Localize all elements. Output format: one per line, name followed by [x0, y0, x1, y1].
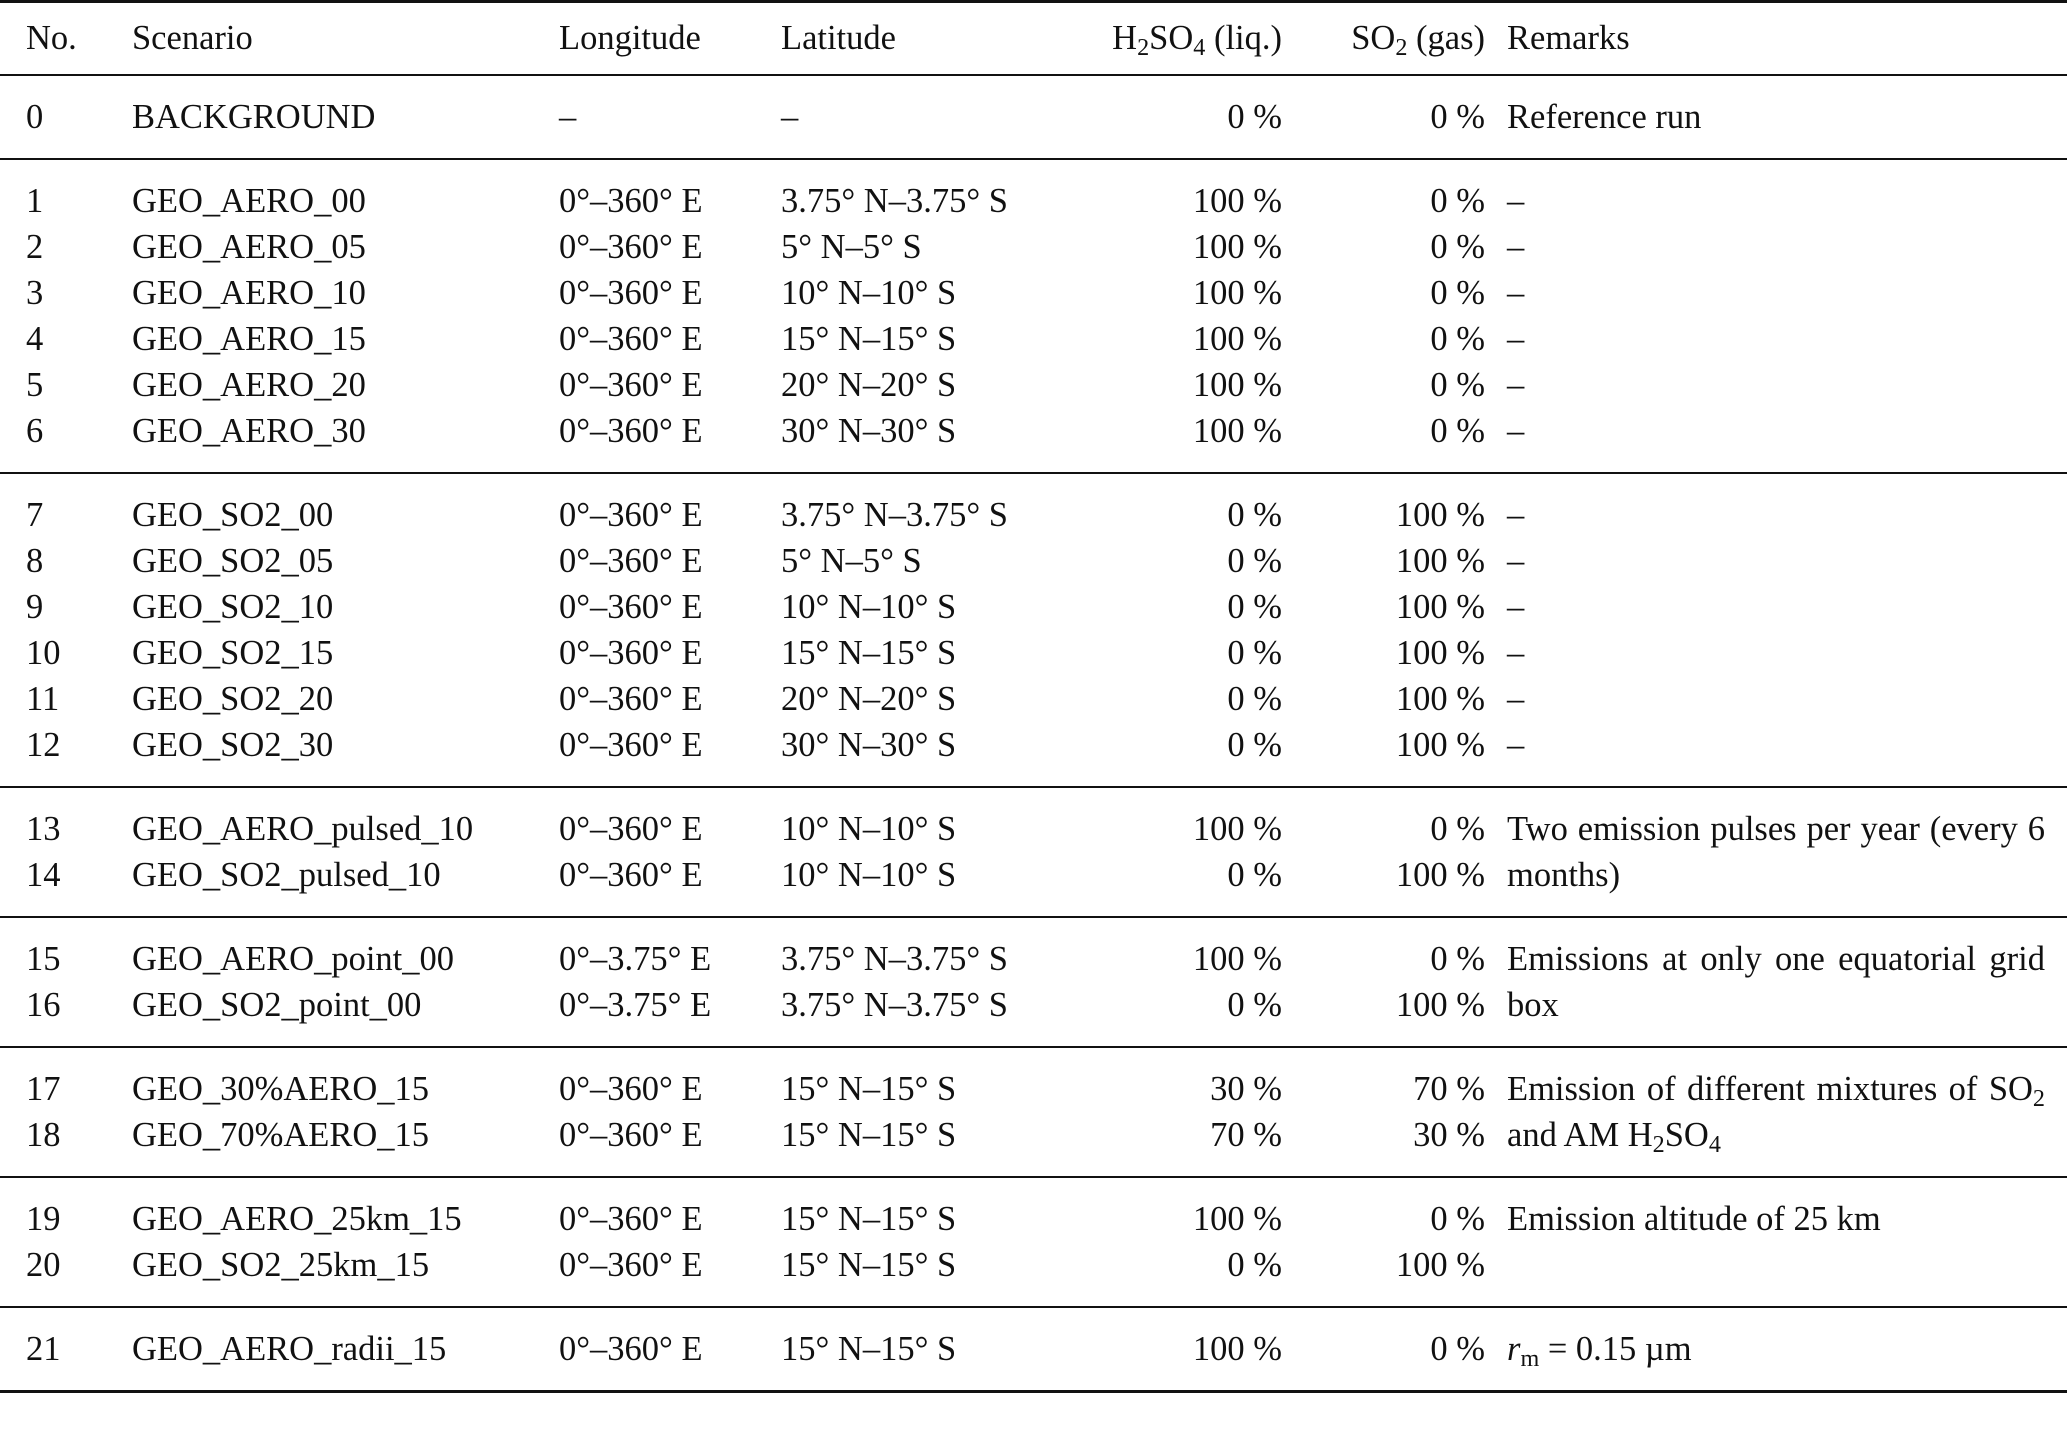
- cell-scenario: GEO_SO2_00: [132, 473, 559, 538]
- cell-so2: 0 %: [1430, 273, 1485, 312]
- table-body: [0, 75, 2067, 1392]
- cell-so2: 0 %: [1430, 97, 1485, 136]
- cell-h2so4: 0 %: [1227, 725, 1282, 764]
- cell-no: 16: [26, 985, 61, 1024]
- cell-no: 13: [0, 787, 132, 852]
- header-no: No.: [0, 2, 132, 75]
- cell-latitude: 30° N–30° S: [781, 725, 957, 764]
- cell-scenario: GEO_AERO_05: [132, 227, 366, 266]
- cell-scenario: GEO_AERO_20: [132, 365, 366, 404]
- cell-latitude: 5° N–5° S: [781, 541, 922, 580]
- cell-latitude: 3.75° N–3.75° S: [781, 985, 1008, 1024]
- cell-h2so4: 0 %: [1227, 633, 1282, 672]
- cell-h2so4: 100 %: [1067, 1177, 1294, 1242]
- table-row: [0, 316, 2067, 362]
- cell-longitude: 0°–360° E: [559, 365, 703, 404]
- cell-longitude: 0°–360° E: [559, 411, 703, 450]
- cell-latitude: 15° N–15° S: [781, 1115, 957, 1154]
- cell-so2: 0 %: [1294, 159, 1497, 224]
- cell-scenario: GEO_AERO_radii_15: [132, 1307, 559, 1392]
- cell-latitude: 20° N–20° S: [781, 365, 957, 404]
- cell-remarks: –: [1507, 679, 1525, 718]
- cell-scenario: GEO_AERO_30: [132, 411, 366, 450]
- remark-sub: 4: [1708, 1130, 1721, 1158]
- cell-no: 0: [26, 97, 44, 136]
- table-row: [0, 270, 2067, 316]
- cell-no: 11: [26, 679, 60, 718]
- cell-no: 6: [26, 411, 44, 450]
- cell-longitude: 0°–360° E: [559, 473, 781, 538]
- table-row: [0, 1242, 2067, 1307]
- cell-latitude: 10° N–10° S: [781, 787, 1067, 852]
- cell-longitude: 0°–360° E: [559, 679, 703, 718]
- cell-scenario: GEO_SO2_15: [132, 633, 334, 672]
- cell-h2so4: 100 %: [1192, 273, 1282, 312]
- header-h2so4-liq: (liq.): [1205, 19, 1282, 58]
- cell-h2so4: 100 %: [1067, 787, 1294, 852]
- cell-scenario: GEO_30%AERO_15: [132, 1047, 559, 1112]
- cell-longitude: 0°–360° E: [559, 787, 781, 852]
- table-row: [0, 722, 2067, 787]
- cell-h2so4: 100 %: [1067, 917, 1294, 982]
- cell-remarks: –: [1507, 365, 1525, 404]
- cell-remarks: –: [1507, 411, 1525, 450]
- cell-scenario: GEO_AERO_25km_15: [132, 1177, 559, 1242]
- cell-no: 8: [26, 541, 44, 580]
- cell-scenario: GEO_SO2_pulsed_10: [132, 855, 441, 894]
- cell-no: 4: [26, 319, 44, 358]
- cell-latitude: 15° N–15° S: [781, 1177, 1067, 1242]
- header-h2so4: [1067, 2, 1294, 75]
- cell-no: 20: [26, 1245, 61, 1284]
- cell-longitude: 0°–360° E: [559, 319, 703, 358]
- cell-remarks: –: [1507, 319, 1525, 358]
- cell-h2so4: 0 %: [1227, 855, 1282, 894]
- cell-so2: 0 %: [1294, 1177, 1497, 1242]
- cell-scenario: GEO_SO2_10: [132, 587, 334, 626]
- cell-no: 18: [26, 1115, 61, 1154]
- cell-so2: 0 %: [1430, 227, 1485, 266]
- cell-so2: 100 %: [1395, 1245, 1485, 1284]
- cell-h2so4: 100 %: [1067, 1307, 1294, 1392]
- cell-latitude: 10° N–10° S: [781, 273, 957, 312]
- cell-h2so4: 100 %: [1192, 319, 1282, 358]
- cell-scenario: GEO_SO2_05: [132, 541, 334, 580]
- cell-scenario: GEO_SO2_point_00: [132, 985, 422, 1024]
- cell-longitude: 0°–360° E: [559, 587, 703, 626]
- cell-so2: 0 %: [1430, 319, 1485, 358]
- cell-longitude: –: [559, 97, 577, 136]
- cell-no: 1: [0, 159, 132, 224]
- cell-no: 21: [0, 1307, 132, 1392]
- cell-longitude: 0°–360° E: [559, 725, 703, 764]
- cell-latitude: 5° N–5° S: [781, 227, 922, 266]
- cell-h2so4: 0 %: [1067, 473, 1294, 538]
- header-remarks: Remarks: [1497, 2, 2067, 75]
- table-row: [0, 1177, 2067, 1242]
- cell-remarks: [1497, 1307, 2067, 1392]
- cell-so2: 0 %: [1294, 917, 1497, 982]
- cell-latitude: 3.75° N–3.75° S: [781, 159, 1067, 224]
- table-row: [0, 408, 2067, 473]
- cell-no: 2: [26, 227, 44, 266]
- cell-remarks: –: [1507, 541, 1525, 580]
- cell-so2: 30 %: [1413, 1115, 1485, 1154]
- cell-h2so4: 100 %: [1192, 365, 1282, 404]
- table-row: [0, 917, 2067, 982]
- remark-text: Emission of different mixtures of SO: [1507, 1069, 2033, 1108]
- cell-h2so4: 0 %: [1227, 587, 1282, 626]
- cell-so2: 0 %: [1430, 365, 1485, 404]
- cell-so2: 100 %: [1395, 679, 1485, 718]
- cell-so2: 100 %: [1395, 725, 1485, 764]
- table-row: [0, 362, 2067, 408]
- header-so2-so: SO: [1351, 19, 1396, 58]
- cell-no: 3: [26, 273, 44, 312]
- remark-text: SO: [1664, 1115, 1709, 1154]
- cell-no: 19: [0, 1177, 132, 1242]
- table-row: [0, 584, 2067, 630]
- cell-scenario: GEO_AERO_15: [132, 319, 366, 358]
- cell-no: 15: [0, 917, 132, 982]
- header-scenario: Scenario: [132, 2, 559, 75]
- table-row: [0, 538, 2067, 584]
- cell-longitude: 0°–360° E: [559, 855, 703, 894]
- cell-longitude: 0°–3.75° E: [559, 917, 781, 982]
- table-row: [0, 473, 2067, 538]
- cell-latitude: 3.75° N–3.75° S: [781, 473, 1067, 538]
- cell-longitude: 0°–360° E: [559, 633, 703, 672]
- cell-remarks: [1497, 1047, 2067, 1177]
- cell-h2so4: 30 %: [1067, 1047, 1294, 1112]
- cell-latitude: 3.75° N–3.75° S: [781, 917, 1067, 982]
- remark-sub: 2: [2032, 1084, 2045, 1112]
- cell-remarks: –: [1507, 633, 1525, 672]
- cell-latitude: 20° N–20° S: [781, 679, 957, 718]
- cell-h2so4: 70 %: [1210, 1115, 1282, 1154]
- cell-remarks: –: [1507, 227, 1525, 266]
- cell-so2: 0 %: [1294, 787, 1497, 852]
- cell-scenario: BACKGROUND: [132, 97, 376, 136]
- cell-h2so4: 0 %: [1227, 541, 1282, 580]
- header-h2so4-sub1: 2: [1137, 34, 1150, 62]
- radius-subscript: m: [1520, 1344, 1540, 1372]
- cell-scenario: GEO_70%AERO_15: [132, 1115, 430, 1154]
- cell-longitude: 0°–360° E: [559, 1245, 703, 1284]
- cell-longitude: 0°–360° E: [559, 1177, 781, 1242]
- cell-h2so4: 100 %: [1192, 227, 1282, 266]
- cell-h2so4: 0 %: [1227, 985, 1282, 1024]
- remark-sub: 2: [1652, 1130, 1665, 1158]
- table-row: [0, 787, 2067, 852]
- cell-no: 17: [0, 1047, 132, 1112]
- cell-remarks: –: [1507, 587, 1525, 626]
- table-row: [0, 75, 2067, 159]
- header-h2so4-sub2: 4: [1193, 34, 1206, 62]
- remark-text: and AM H: [1507, 1069, 2054, 1154]
- header-row: [0, 2, 2067, 75]
- cell-h2so4: 0 %: [1227, 97, 1282, 136]
- cell-longitude: 0°–360° E: [559, 159, 781, 224]
- table-row: [0, 676, 2067, 722]
- cell-so2: 0 %: [1430, 411, 1485, 450]
- cell-scenario: GEO_AERO_point_00: [132, 917, 559, 982]
- cell-latitude: 15° N–15° S: [781, 319, 957, 358]
- table-header: [0, 2, 2067, 75]
- cell-latitude: 15° N–15° S: [781, 633, 957, 672]
- cell-so2: 100 %: [1395, 985, 1485, 1024]
- header-so2-sub: 2: [1395, 34, 1408, 62]
- cell-latitude: 30° N–30° S: [781, 411, 957, 450]
- cell-remarks: Reference run: [1507, 97, 1702, 136]
- cell-no: 5: [26, 365, 44, 404]
- cell-h2so4: 0 %: [1227, 679, 1282, 718]
- cell-longitude: 0°–360° E: [559, 227, 703, 266]
- cell-scenario: GEO_SO2_20: [132, 679, 334, 718]
- cell-longitude: 0°–360° E: [559, 1307, 781, 1392]
- header-latitude: Latitude: [781, 2, 1067, 75]
- cell-latitude: 10° N–10° S: [781, 587, 957, 626]
- cell-no: 10: [26, 633, 61, 672]
- cell-longitude: 0°–360° E: [559, 1115, 703, 1154]
- cell-so2: 100 %: [1395, 587, 1485, 626]
- cell-remarks: Emissions at only one equatorial grid box: [1497, 917, 2067, 1047]
- cell-remarks: Emission altitude of 25 km: [1497, 1177, 2067, 1242]
- cell-so2: 70 %: [1294, 1047, 1497, 1112]
- cell-scenario: GEO_AERO_pulsed_10: [132, 787, 559, 852]
- cell-latitude: 15° N–15° S: [781, 1245, 957, 1284]
- radius-value: = 0.15 µm: [1539, 1329, 1692, 1368]
- header-so2-gas: (gas): [1407, 19, 1485, 58]
- cell-scenario: GEO_SO2_30: [132, 725, 334, 764]
- header-h2so4-so: SO: [1149, 19, 1194, 58]
- radius-symbol: r: [1507, 1329, 1521, 1368]
- table-row: [0, 630, 2067, 676]
- cell-latitude: 15° N–15° S: [781, 1307, 1067, 1392]
- cell-latitude: 15° N–15° S: [781, 1047, 1067, 1112]
- cell-no: 14: [26, 855, 61, 894]
- cell-longitude: 0°–3.75° E: [559, 985, 712, 1024]
- cell-scenario: GEO_SO2_25km_15: [132, 1245, 430, 1284]
- table-row: [0, 159, 2067, 224]
- header-so2: [1294, 2, 1497, 75]
- cell-h2so4: 100 %: [1067, 159, 1294, 224]
- cell-h2so4: 0 %: [1227, 1245, 1282, 1284]
- cell-remarks: –: [1507, 273, 1525, 312]
- cell-remarks: [1497, 1242, 2067, 1307]
- cell-so2: 100 %: [1294, 473, 1497, 538]
- table-row: [0, 1047, 2067, 1112]
- table-row: [0, 224, 2067, 270]
- cell-scenario: GEO_AERO_10: [132, 273, 366, 312]
- cell-no: 12: [26, 725, 61, 764]
- cell-no: 9: [26, 587, 44, 626]
- cell-remarks: –: [1497, 159, 2067, 224]
- cell-latitude: –: [781, 97, 799, 136]
- cell-latitude: 10° N–10° S: [781, 855, 957, 894]
- cell-remarks: –: [1497, 473, 2067, 538]
- cell-remarks: –: [1507, 725, 1525, 764]
- table-row: [0, 1307, 2067, 1392]
- cell-longitude: 0°–360° E: [559, 541, 703, 580]
- cell-so2: 100 %: [1395, 633, 1485, 672]
- cell-scenario: GEO_AERO_00: [132, 159, 559, 224]
- cell-remarks: Two emission pulses per year (every 6 months): [1497, 787, 2067, 917]
- cell-longitude: 0°–360° E: [559, 273, 703, 312]
- cell-h2so4: 100 %: [1192, 411, 1282, 450]
- cell-so2: 0 %: [1294, 1307, 1497, 1392]
- cell-longitude: 0°–360° E: [559, 1047, 781, 1112]
- cell-no: 7: [0, 473, 132, 538]
- cell-so2: 100 %: [1395, 541, 1485, 580]
- cell-so2: 100 %: [1395, 855, 1485, 894]
- header-longitude: Longitude: [559, 2, 781, 75]
- header-h2so4-h: H: [1112, 19, 1138, 58]
